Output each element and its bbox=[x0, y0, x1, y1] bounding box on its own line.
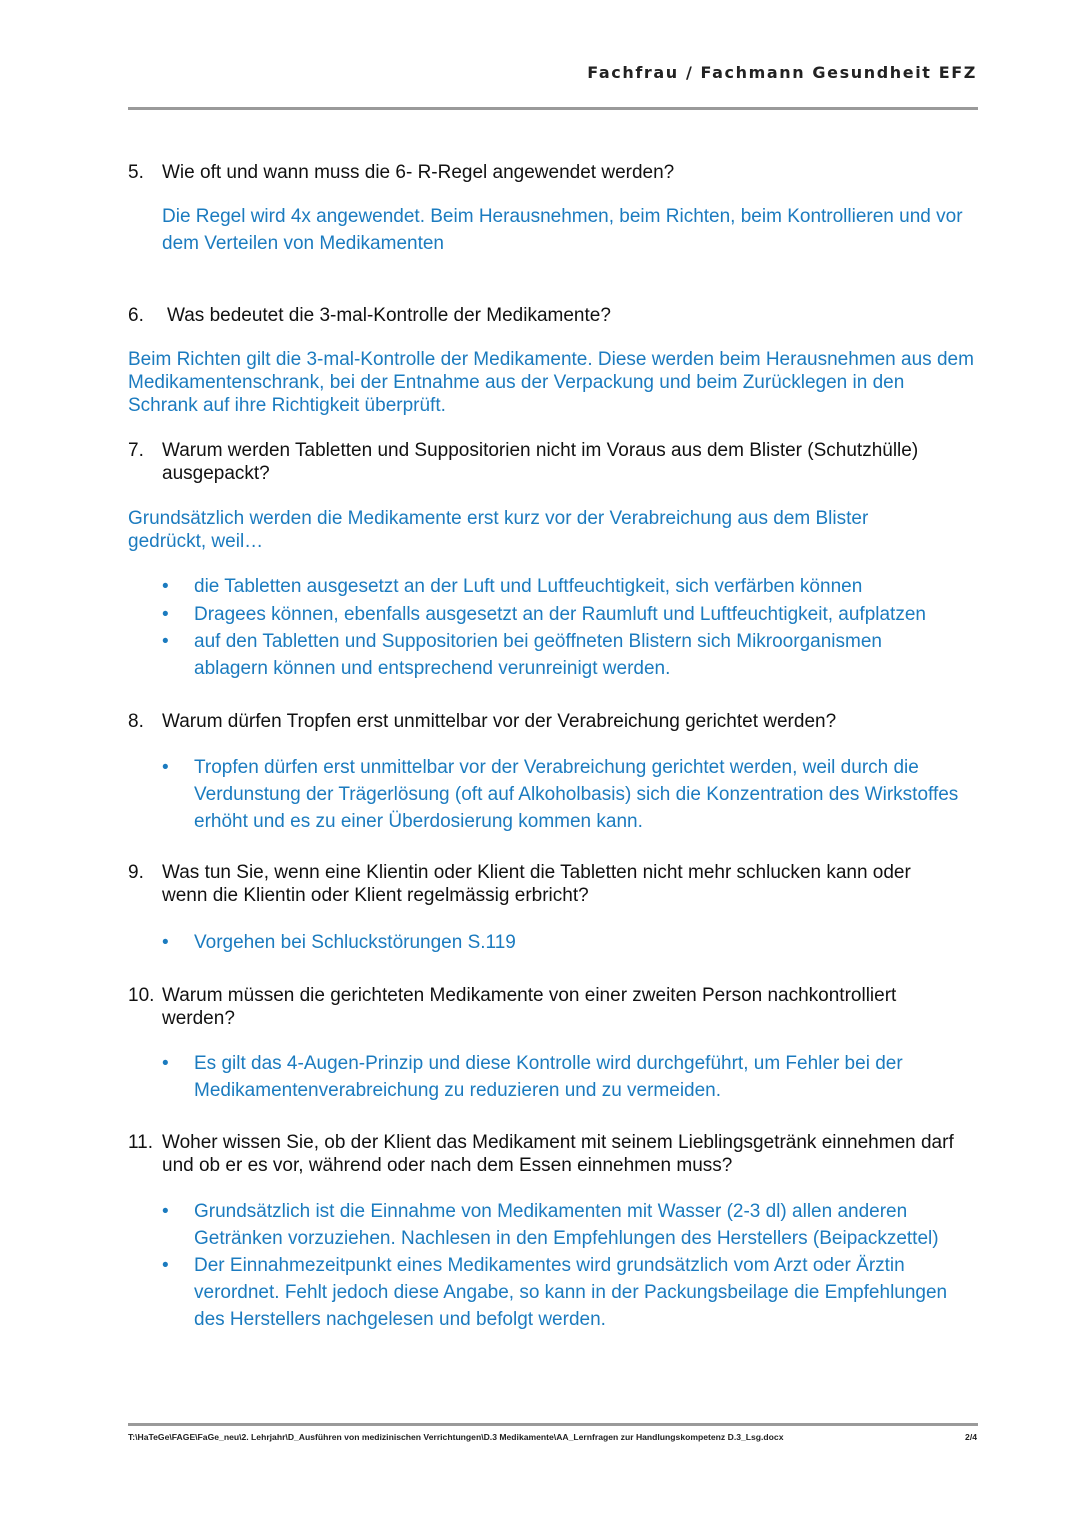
bullet-text: Dragees können, ebenfalls ausgesetzt an der Raumluft und Luftfeuchtigkeit, aufplatzen bbox=[194, 604, 926, 625]
bullet-item bbox=[162, 1050, 952, 1104]
bullet-icon: • bbox=[162, 1201, 169, 1222]
question-9 bbox=[128, 861, 958, 907]
bullet-item bbox=[162, 929, 982, 956]
bullet-text: Es gilt das 4-Augen-Prinzip und diese Kontrolle wird durchgeführt, um Fehler bei der Medikamentenverabreichung zu reduzieren und zu vermeiden. bbox=[194, 1053, 903, 1101]
bullet-icon: • bbox=[162, 1255, 169, 1276]
question-text: Woher wissen Sie, ob der Klient das Medikament mit seinem Lieblingsgetränk einnehmen darf und ob er es vor, während oder nach dem Essen einnehmen muss? bbox=[162, 1132, 954, 1176]
answer-6: Beim Richten gilt die 3-mal-Kontrolle der Medikamente. Diese werden beim Herausnehmen aus dem Medikamentenschrank, bei der Entnahme aus der Verpackung und beim Zurücklegen in den Schrank auf ihre Richtigkeit überprüft. bbox=[128, 349, 974, 416]
bullet-text: auf den Tabletten und Suppositorien bei geöffneten Blistern sich Mikroorganismen ablagern können und entsprechend verunreinigt werden. bbox=[194, 631, 882, 679]
bullet-item bbox=[162, 754, 972, 835]
question-5 bbox=[128, 161, 958, 184]
bullet-text: Grundsätzlich ist die Einnahme von Medikamenten mit Wasser (2-3 dl) allen anderen Getränken vorzuziehen. Nachlesen in den Empfehlungen des Herstellers (Beipackzettel) bbox=[194, 1201, 939, 1249]
bullet-icon: • bbox=[162, 631, 169, 652]
question-text: Was tun Sie, wenn eine Klientin oder Klient die Tabletten nicht mehr schlucken kann oder wenn die Klientin oder Klient regelmässig erbricht? bbox=[162, 862, 911, 906]
question-number: 5. bbox=[128, 162, 144, 183]
bullet-text: Tropfen dürfen erst unmittelbar vor der Verabreichung gerichtet werden, weil durch die Verdunstung der Trägerlösung (oft auf Alkoholbasis) sich die Konzentration des Wirkstoffes erhöht und es zu einer Überdosierung kommen kann. bbox=[194, 757, 959, 832]
bullet-icon: • bbox=[162, 757, 169, 778]
bullet-text: Der Einnahmezeitpunkt eines Medikamentes wird grundsätzlich vom Arzt oder Ärztin verordnet. Fehlt jedoch diese Angabe, so kann in der Packungsbeilage die Empfehlungen des Herstellers nachgelesen und befolgt werden. bbox=[194, 1255, 948, 1330]
bullet-item bbox=[162, 628, 942, 682]
question-text: Warum dürfen Tropfen erst unmittelbar vor der Verabreichung gerichtet werden? bbox=[162, 711, 837, 732]
question-7 bbox=[128, 439, 958, 485]
question-8 bbox=[128, 710, 958, 733]
question-11 bbox=[128, 1131, 958, 1177]
bullet-item bbox=[162, 1198, 992, 1252]
bullet-icon: • bbox=[162, 932, 169, 953]
answer-5: Die Regel wird 4x angewendet. Beim Herausnehmen, beim Richten, beim Kontrollieren und vor dem Verteilen von Medikamenten bbox=[162, 206, 963, 254]
question-10 bbox=[128, 984, 958, 1030]
bullet-item bbox=[162, 601, 982, 628]
question-number: 6. bbox=[128, 305, 144, 326]
bullet-item bbox=[162, 573, 982, 600]
question-number: 9. bbox=[128, 862, 144, 883]
question-text: Wie oft und wann muss die 6- R-Regel angewendet werden? bbox=[162, 162, 675, 183]
question-number: 7. bbox=[128, 440, 144, 461]
header-divider bbox=[128, 107, 978, 110]
footer-page-number: 2/4 bbox=[965, 1432, 977, 1442]
question-number: 11. bbox=[128, 1132, 154, 1153]
bullet-icon: • bbox=[162, 604, 169, 625]
question-text: Warum müssen die gerichteten Medikamente von einer zweiten Person nachkontrolliert werden? bbox=[162, 985, 897, 1029]
answer-7: Grundsätzlich werden die Medikamente erst kurz vor der Verabreichung aus dem Blister gedrückt, weil… bbox=[128, 508, 869, 552]
bullet-text: Vorgehen bei Schluckstörungen S.119 bbox=[194, 932, 516, 953]
bullet-item bbox=[162, 1252, 952, 1333]
question-6 bbox=[128, 304, 958, 327]
bullet-icon: • bbox=[162, 1053, 169, 1074]
question-text: Warum werden Tabletten und Suppositorien nicht im Voraus aus dem Blister (Schutzhülle) ausgepackt? bbox=[162, 440, 919, 484]
question-number: 8. bbox=[128, 711, 144, 732]
footer-file-path: T:\HaTeGe\FAGE\FaGe_neu\2. Lehrjahr\D_Ausführen von medizinischen Verrichtungen\D.3 Medikamente\AA_Lernfragen zur Handlungskompetenz D.3_Lsg.docx bbox=[128, 1432, 784, 1442]
header-title: Fachfrau / Fachmann Gesundheit EFZ bbox=[587, 63, 977, 82]
question-text: Was bedeutet die 3-mal-Kontrolle der Medikamente? bbox=[167, 305, 611, 326]
footer-divider bbox=[128, 1423, 978, 1426]
question-number: 10. bbox=[128, 985, 155, 1006]
bullet-text: die Tabletten ausgesetzt an der Luft und Luftfeuchtigkeit, sich verfärben können bbox=[194, 576, 863, 597]
bullet-icon: • bbox=[162, 576, 169, 597]
